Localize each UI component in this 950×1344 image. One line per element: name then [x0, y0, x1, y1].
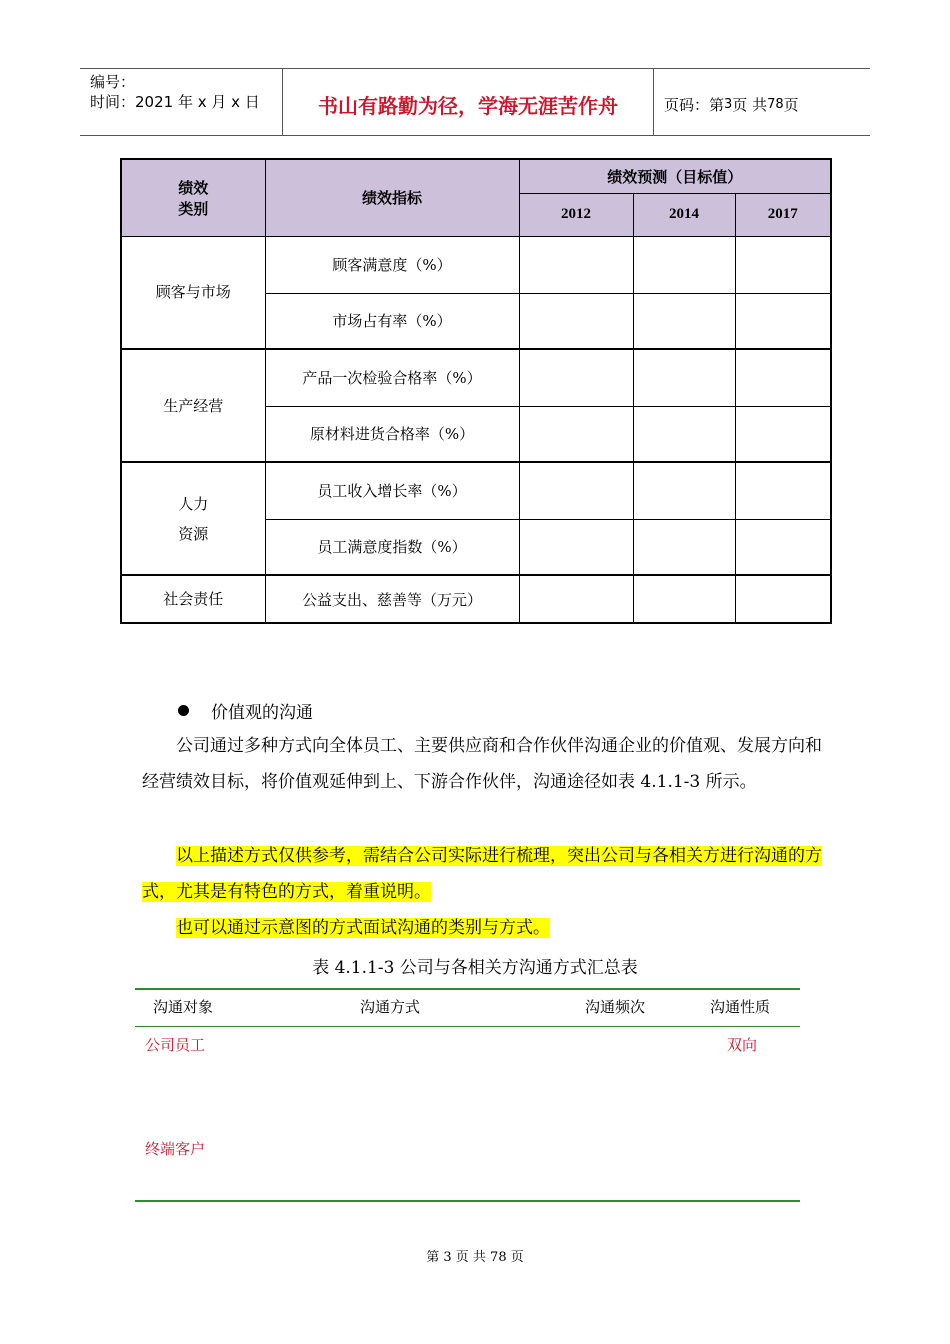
section-title: 价值观的沟通: [211, 703, 313, 723]
value-cell: [735, 236, 831, 293]
bullet-icon: [178, 705, 189, 716]
value-cell: [735, 349, 831, 406]
indicator-cell: 产品一次检验合格率（%）: [265, 349, 519, 406]
highlighted-note: 以上描述方式仅供参考，需结合公司实际进行梳理，突出公司与各相关方进行沟通的方式，尤其是有特色的方式，着重说明。: [142, 846, 822, 902]
category-cell: 顾客与市场: [121, 236, 265, 349]
table-bottom-rule: [135, 1200, 800, 1202]
indicator-cell: 顾客满意度（%）: [265, 236, 519, 293]
col-header-frequency: 沟通频次: [585, 998, 646, 1016]
header-indicator: 绩效指标: [265, 159, 519, 236]
col-header-method: 沟通方式: [360, 998, 421, 1016]
value-cell: [519, 406, 633, 462]
table-caption: 表 4.1.1-3 公司与各相关方沟通方式汇总表: [312, 958, 638, 978]
table-top-rule: [135, 988, 800, 990]
value-cell: [633, 462, 735, 519]
value-cell: [633, 349, 735, 406]
table-header-rule: [135, 1026, 800, 1027]
value-cell: [633, 519, 735, 575]
value-cell: [519, 519, 633, 575]
category-cell: 人力 资源: [121, 462, 265, 575]
row-nature: 双向: [727, 1036, 758, 1054]
header-category: 绩效 类别: [121, 159, 265, 236]
header-year: 2012: [519, 193, 633, 236]
indicator-cell: 员工收入增长率（%）: [265, 462, 519, 519]
note-paragraph-2: [142, 910, 822, 946]
value-cell: [519, 293, 633, 349]
value-cell: [519, 575, 633, 623]
col-header-nature: 沟通性质: [710, 998, 771, 1016]
page-total: 78: [767, 96, 784, 112]
body-paragraph: 公司通过多种方式向全体员工、主要供应商和合作伙伴沟通企业的价值观、发展方向和经营绩效目标，将价值观延伸到上、下游合作伙伴，沟通途径如表 4.1.1-3 所示。: [142, 736, 822, 792]
row-target: 公司员工: [145, 1036, 206, 1054]
header-page-info: [654, 69, 870, 135]
indicator-cell: 公益支出、慈善等（万元）: [265, 575, 519, 623]
page-suffix: 页: [783, 95, 799, 114]
category-cell: 生产经营: [121, 349, 265, 462]
value-cell: [633, 236, 735, 293]
page-header: [80, 68, 870, 136]
col-header-target: 沟通对象: [153, 998, 214, 1016]
value-cell: [519, 462, 633, 519]
section-bullet: [178, 698, 313, 723]
header-year: 2014: [633, 193, 735, 236]
row-target: 终端客户: [145, 1140, 206, 1158]
page-mid: 页 共: [732, 95, 768, 114]
value-cell: [735, 575, 831, 623]
value-cell: [735, 406, 831, 462]
value-cell: [735, 462, 831, 519]
doc-number-label: 编号：: [90, 73, 136, 91]
performance-table: [120, 158, 832, 624]
value-cell: [633, 406, 735, 462]
header-forecast: 绩效预测（目标值）: [519, 159, 831, 193]
header-year: 2017: [735, 193, 831, 236]
page-number: 3: [724, 96, 733, 112]
value-cell: [633, 575, 735, 623]
page-footer: 第 3 页 共 78 页: [426, 1250, 524, 1265]
indicator-cell: 市场占有率（%）: [265, 293, 519, 349]
header-motto: 书山有路勤为径，学海无涯苦作舟: [282, 69, 654, 135]
value-cell: [519, 349, 633, 406]
indicator-cell: 员工满意度指数（%）: [265, 519, 519, 575]
indicator-cell: 原材料进货合格率（%）: [265, 406, 519, 462]
value-cell: [633, 293, 735, 349]
communication-table: [135, 988, 800, 1204]
value-cell: [519, 236, 633, 293]
highlighted-note: 也可以通过示意图的方式面试沟通的类别与方式。: [176, 918, 550, 938]
note-paragraph: [142, 838, 822, 910]
doc-time-label: 时间：2021 年 x 月 x 日: [90, 93, 260, 111]
value-cell: [735, 293, 831, 349]
category-cell: 社会责任: [121, 575, 265, 623]
header-meta: [80, 69, 282, 135]
value-cell: [735, 519, 831, 575]
page-prefix: 页码：第: [664, 95, 725, 114]
